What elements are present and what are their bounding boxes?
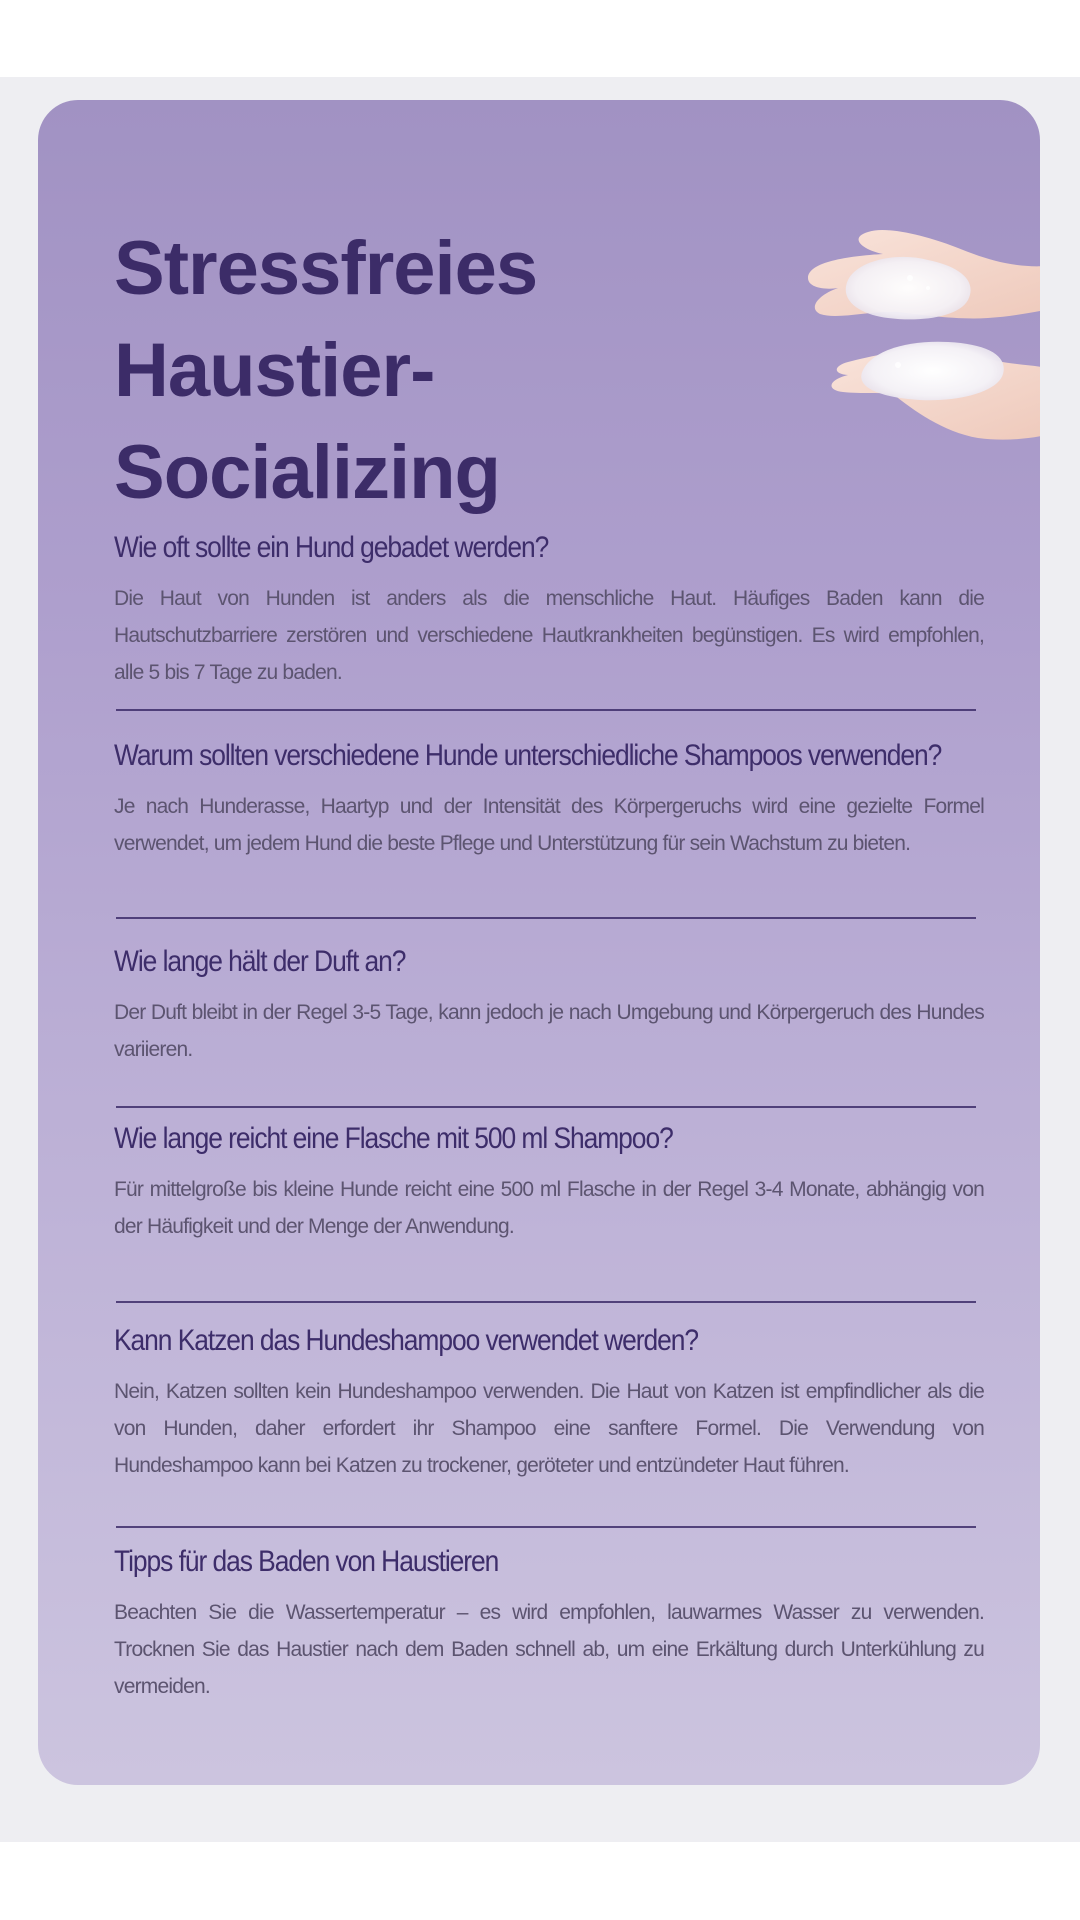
title-line-1: Stressfreies: [114, 226, 538, 311]
divider: [116, 709, 976, 711]
foam-hands-illustration: [658, 170, 1040, 470]
faq-question: Wie lange reicht eine Flasche mit 500 ml Shampoo?: [114, 1122, 673, 1155]
divider: [116, 1301, 976, 1303]
faq-answer: Je nach Hunderasse, Haartyp und der Intensität des Körpergeruchs wird eine gezielte Formel verwendet, um jedem Hund die beste Pflege und Unterstützung für sein Wachstum zu bieten.: [114, 795, 984, 855]
faq-answer: Die Haut von Hunden ist anders als die menschliche Haut. Häufiges Baden kann die Hautschutzbarriere zerstören und verschiedene Hautkrankheiten begünstigen. Es wird empfohlen, alle 5 bis 7 Tage zu baden.: [114, 587, 984, 684]
faq-question: Wie lange hält der Duft an?: [114, 945, 406, 978]
title-line-2: Haustier-Socializing: [114, 328, 500, 515]
faq-question: Wie oft sollte ein Hund gebadet werden?: [114, 531, 549, 564]
faq-question: Warum sollten verschiedene Hunde unterschiedliche Shampoos verwenden?: [114, 739, 942, 772]
divider: [116, 1106, 976, 1108]
faq-item: [114, 528, 984, 691]
divider: [116, 917, 976, 919]
faq-question: Tipps für das Baden von Haustieren: [114, 1545, 499, 1578]
lower-foam: [861, 342, 1003, 401]
faq-item: [114, 942, 984, 1068]
divider: [116, 1526, 976, 1528]
faq-card: [38, 100, 1040, 1785]
faq-answer: Der Duft bleibt in der Regel 3-5 Tage, kann jedoch je nach Umgebung und Körpergeruch des Hundes variieren.: [114, 1001, 984, 1061]
faq-item: [114, 1542, 984, 1705]
faq-question: Kann Katzen das Hundeshampoo verwendet werden?: [114, 1324, 698, 1357]
faq-answer: Für mittelgroße bis kleine Hunde reicht eine 500 ml Flasche in der Regel 3-4 Monate, abhängig von der Häufigkeit und der Menge der Anwendung.: [114, 1178, 984, 1238]
page-title: [114, 218, 734, 524]
faq-answer: Nein, Katzen sollten kein Hundeshampoo verwenden. Die Haut von Katzen ist empfindlicher als die von Hunden, daher erfordert ihr Shampoo eine sanftere Formel. Die Verwendung von Hundeshampoo kann bei Katzen zu trockener, geröteter und entzündeter Haut führen.: [114, 1380, 984, 1477]
faq-item: [114, 736, 984, 862]
faq-item: [114, 1119, 984, 1245]
faq-answer: Beachten Sie die Wassertemperatur – es wird empfohlen, lauwarmes Wasser zu verwenden. Trocknen Sie das Haustier nach dem Baden schnell ab, um eine Erkältung durch Unterkühlung zu vermeiden.: [114, 1601, 984, 1698]
faq-item: [114, 1321, 984, 1484]
